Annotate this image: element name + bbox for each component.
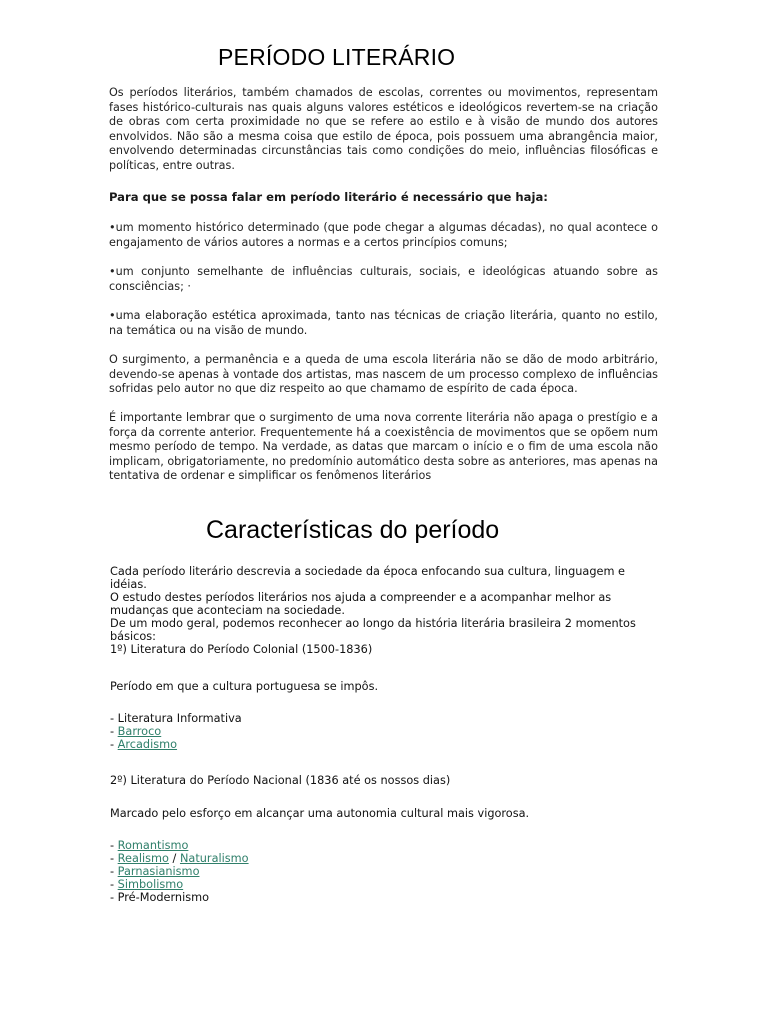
bullet-item-3 bbox=[109, 309, 658, 338]
list-item bbox=[110, 865, 660, 878]
list-dash: - bbox=[110, 852, 118, 865]
surgimento-text: O surgimento, a permanência e a queda de uma escola literária não se dão de modo arbitrário, devendo-se apenas à vontade dos artistas, mas nascem de um processo complexo de influências sofridas pelo autor no que diz respeito ao que chamamo de espírito de cada época. bbox=[109, 353, 658, 396]
intro-text: Os períodos literários, também chamados de escolas, correntes ou movimentos, representam fases histórico-culturais nas quais alguns valores estéticos e ideológicos revertem-se na criação de obras com certa proximidade no que se refere ao estilo e à visão de mundo dos autores envolvidos. Não são a mesma coisa que estilo de época, pois possuem uma abrangência maior, envolvendo determinadas circunstâncias tais como condições do meio, influências filosóficas e políticas, entre outras. bbox=[109, 86, 658, 172]
simbolismo-link[interactable]: Simbolismo bbox=[117, 878, 184, 891]
colonial-heading: 1º) Literatura do Período Colonial (1500-1836) bbox=[110, 643, 373, 656]
bullet-text-1: •um momento histórico determinado (que pode chegar a algumas décadas), no qual acontece o engajamento de vários autores a normas e a certos princípios comuns; bbox=[109, 221, 658, 249]
bullet-text-2: •um conjunto semelhante de influências culturais, sociais, e ideológicas atuando sobre as consciências; · bbox=[109, 265, 658, 293]
bullet-text-3: •uma elaboração estética aproximada, tanto nas técnicas de criação literária, quanto no estilo, na temática ou na visão de mundo. bbox=[109, 309, 658, 337]
list-item bbox=[110, 852, 660, 865]
naturalismo-link[interactable]: Naturalismo bbox=[179, 852, 249, 865]
list-item bbox=[110, 891, 660, 904]
nacional-heading-text: 2º) Literatura do Período Nacional (1836 até os nossos dias) bbox=[110, 774, 451, 787]
list-item bbox=[110, 839, 660, 852]
colonial-list bbox=[110, 712, 660, 751]
list-separator: / bbox=[168, 852, 180, 865]
list-item bbox=[110, 712, 660, 725]
list-dash: - bbox=[110, 839, 118, 852]
bullet-item-1 bbox=[109, 221, 658, 250]
surgimento-paragraph bbox=[109, 353, 658, 397]
colonial-desc bbox=[110, 680, 660, 693]
bullet-item-2 bbox=[109, 265, 658, 294]
importante-text: É importante lembrar que o surgimento de uma nova corrente literária não apaga o prestígio e a força da corrente anterior. Frequentemente há a coexistência de movimentos que se opõem num mesmo período de tempo. Na verdade, as datas que marcam o início e o fim de uma escola não implicam, obrigatoriamente, no predomínio automático desta sobre as anteriores, mas apenas na tentativa de ordenar e simplificar os fenômenos literários bbox=[109, 411, 658, 483]
section-line: mudanças que aconteciam na sociedade. bbox=[110, 604, 345, 617]
literatura-informativa-label: Literatura Informativa bbox=[117, 712, 242, 725]
romantismo-link[interactable]: Romantismo bbox=[117, 839, 189, 852]
nacional-desc-text: Marcado pelo esforço em alcançar uma autonomia cultural mais vigorosa. bbox=[110, 807, 530, 820]
list-dash: - bbox=[110, 891, 118, 904]
list-dash: - bbox=[110, 878, 118, 891]
section-line: básicos: bbox=[110, 630, 156, 643]
list-dash: - bbox=[110, 712, 118, 725]
section-intro bbox=[110, 565, 660, 656]
list-item bbox=[110, 878, 660, 891]
section-title: Características do período bbox=[206, 516, 500, 544]
intro-paragraph bbox=[109, 86, 658, 174]
section-line: idéias. bbox=[110, 578, 147, 591]
question-paragraph bbox=[109, 190, 658, 205]
importante-paragraph bbox=[109, 411, 658, 484]
realismo-link[interactable]: Realismo bbox=[117, 852, 169, 865]
list-item bbox=[110, 738, 660, 751]
section-line: De um modo geral, podemos reconhecer ao longo da história literária brasileira 2 momentos bbox=[110, 617, 636, 630]
section-line: Cada período literário descrevia a sociedade da época enfocando sua cultura, linguagem e bbox=[110, 565, 625, 578]
list-dash: - bbox=[110, 725, 118, 738]
question-text: Para que se possa falar em período literário é necessário que haja: bbox=[109, 190, 548, 204]
barroco-link[interactable]: Barroco bbox=[117, 725, 162, 738]
colonial-desc-text: Período em que a cultura portuguesa se impôs. bbox=[110, 680, 379, 693]
section-line: O estudo destes períodos literários nos ajuda a compreender e a acompanhar melhor as bbox=[110, 591, 612, 604]
arcadismo-link[interactable]: Arcadismo bbox=[117, 738, 178, 751]
nacional-desc bbox=[110, 807, 660, 820]
list-dash: - bbox=[110, 738, 118, 751]
pre-modernismo-label: Pré-Modernismo bbox=[117, 891, 210, 904]
list-item bbox=[110, 725, 660, 738]
parnasianismo-link[interactable]: Parnasianismo bbox=[117, 865, 200, 878]
list-dash: - bbox=[110, 865, 118, 878]
nacional-heading bbox=[110, 774, 660, 787]
page-title: PERÍODO LITERÁRIO bbox=[218, 44, 456, 70]
nacional-list bbox=[110, 839, 660, 904]
